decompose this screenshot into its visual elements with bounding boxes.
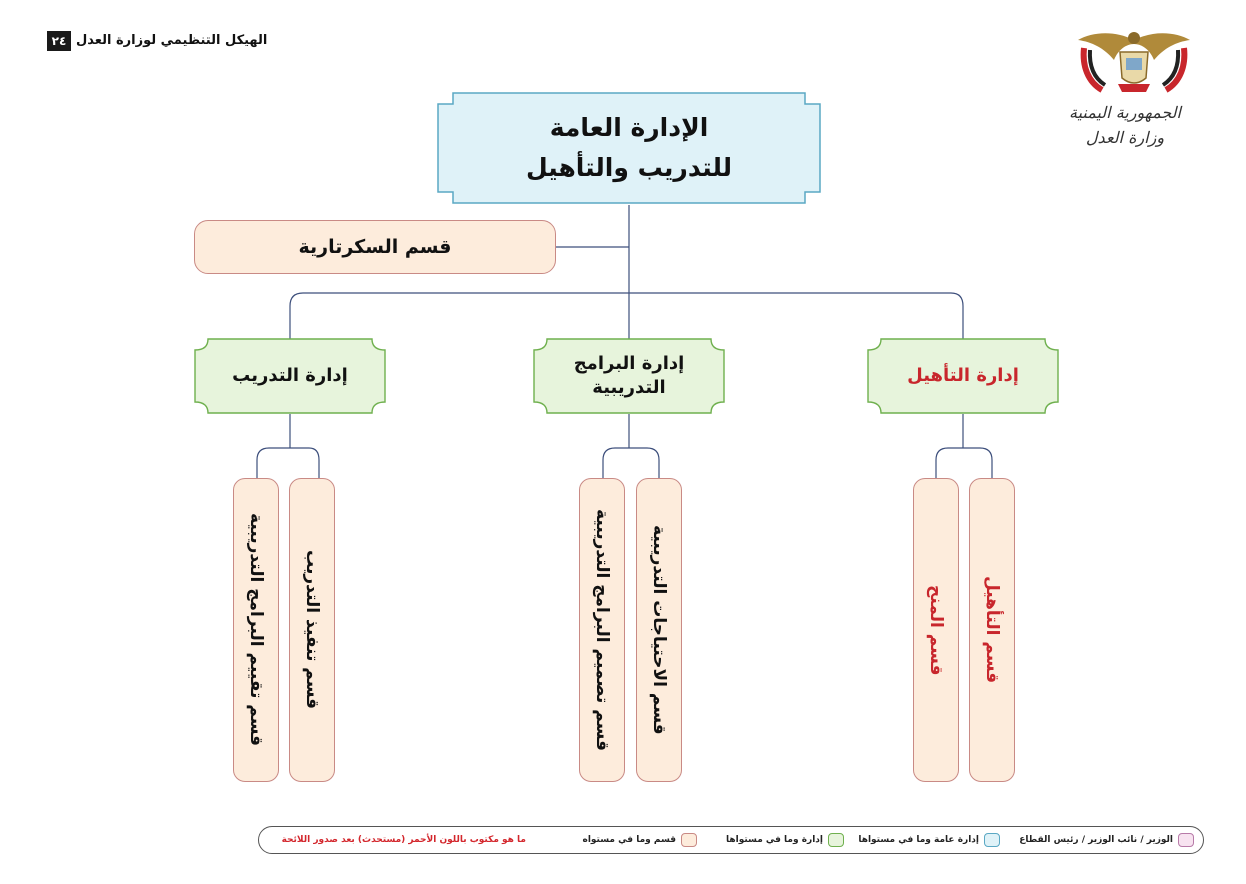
- dept-training: [194, 338, 386, 414]
- legend-swatch-section: [681, 833, 697, 847]
- legend-label-section: قسم وما في مستواه: [582, 835, 676, 845]
- page-title: الهيكل التنظيمي لوزارة العدل: [76, 33, 268, 48]
- legend-label-minister: الوزير / نائب الوزير / رئيس القطاع: [1019, 835, 1173, 845]
- section-training-needs: [636, 478, 682, 782]
- legend-swatch-dept: [828, 833, 844, 847]
- section-grants: [913, 478, 959, 782]
- right-section-fork: [936, 448, 992, 478]
- dept-bus-line: [290, 293, 963, 339]
- root-title-line1: الإدارة العامة: [549, 113, 709, 142]
- dept-training-label: إدارة التدريب: [232, 365, 348, 386]
- section-rehab: [969, 478, 1015, 782]
- section-program-design: [579, 478, 625, 782]
- emblem-ministry-text: وزارة العدل: [1085, 128, 1165, 147]
- legend-swatch-minister: [1178, 833, 1194, 847]
- legend-item-general-dept: [858, 832, 1000, 848]
- section-program-evaluation-label: قسم تقييم البرامج التدريبية: [246, 513, 266, 747]
- section-training-needs-label: قسم الاحتياجات التدريبية: [649, 525, 669, 735]
- root-title-line2: للتدريب والتأهيل: [525, 153, 733, 182]
- left-section-fork: [257, 448, 319, 478]
- section-program-design-label: قسم تصميم البرامج التدريبية: [592, 509, 612, 751]
- dept-programs-label-line2: التدريبية: [592, 377, 666, 398]
- page-number: ٢٤: [47, 31, 71, 51]
- dept-rehab-label: إدارة التأهيل: [907, 365, 1019, 386]
- legend-swatch-general-dept: [984, 833, 1000, 847]
- section-training-execution: [289, 478, 335, 782]
- legend-item-dept: [726, 832, 844, 848]
- section-program-evaluation: [233, 478, 279, 782]
- section-grants-label: قسم المنح: [926, 584, 946, 676]
- root-box: [437, 92, 821, 204]
- section-training-execution-label: قسم تنفيذ التدريب: [302, 550, 322, 710]
- middle-section-fork: [603, 448, 659, 478]
- legend-item-minister: [1019, 832, 1194, 848]
- legend-note: ما هو مكتوب باللون الأحمر (مستحدث) بعد صدور اللائحة: [281, 835, 526, 845]
- dept-programs-label-line1: إدارة البرامج: [573, 353, 685, 374]
- emblem-country-text: الجمهورية اليمنية: [1068, 103, 1181, 122]
- secretary-label: قسم السكرتارية: [298, 236, 452, 258]
- legend-item-section: [583, 832, 698, 848]
- dept-rehab: [867, 338, 1059, 414]
- secretary-box: [194, 220, 556, 274]
- section-rehab-label: قسم التأهيل: [982, 576, 1002, 684]
- dept-programs: [533, 338, 725, 414]
- legend-label-dept: إدارة وما في مستواها: [726, 835, 823, 845]
- legend-label-general-dept: إدارة عامة وما في مستواها: [858, 835, 979, 845]
